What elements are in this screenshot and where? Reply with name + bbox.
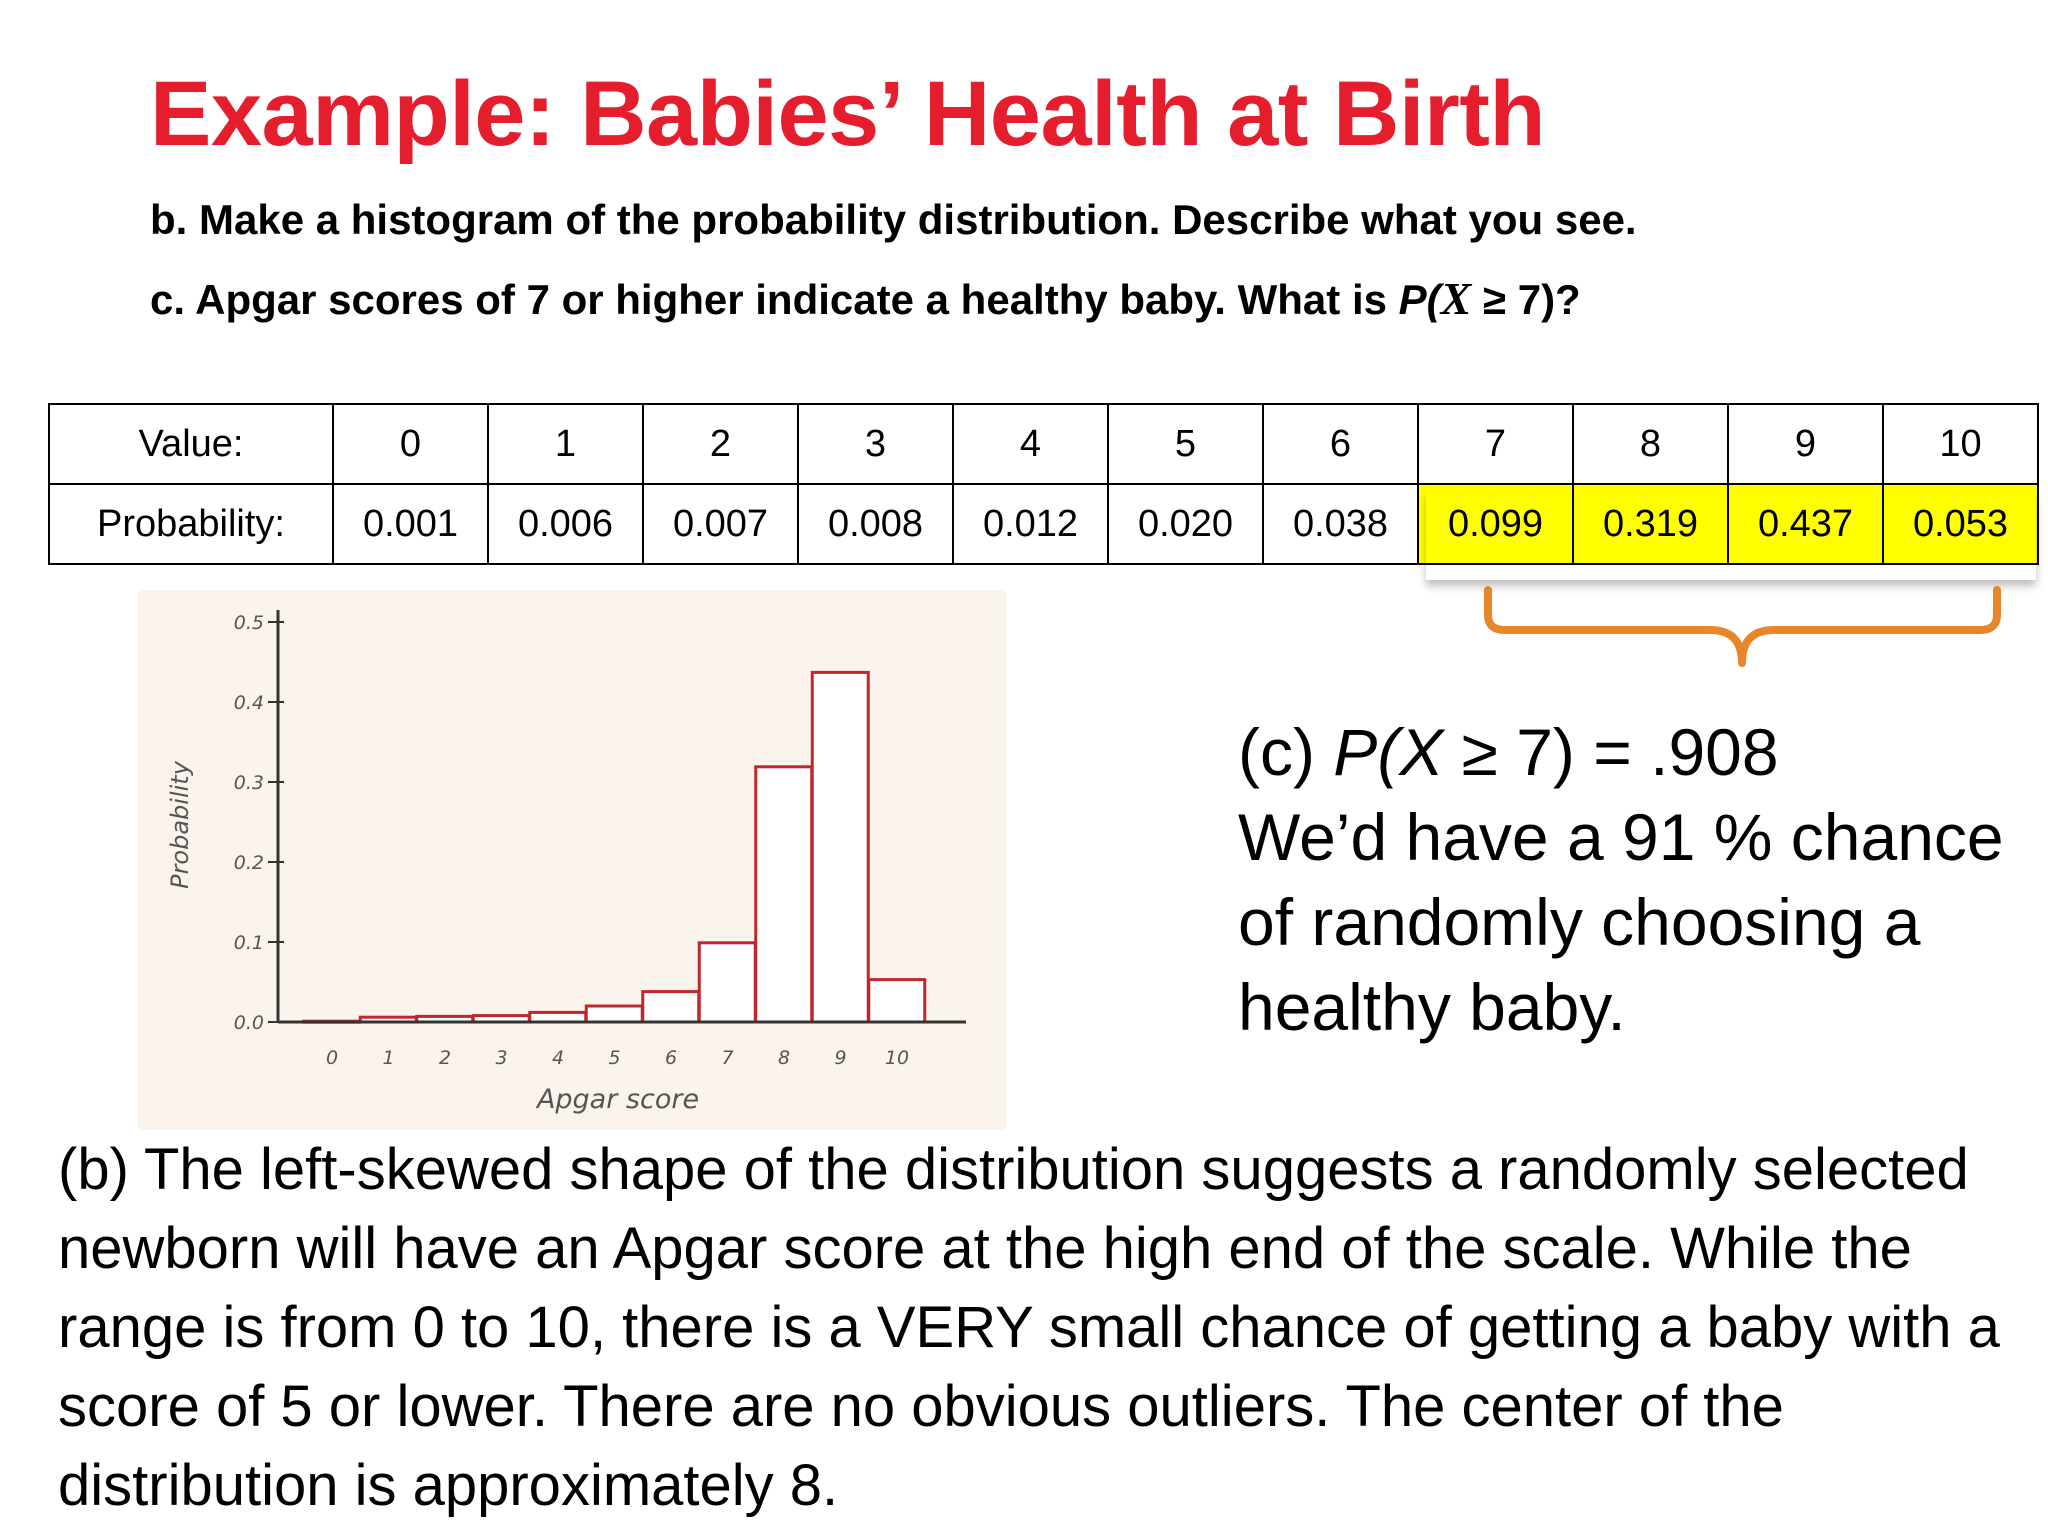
x-tick-label: 2 — [438, 1047, 452, 1069]
value-cell: 10 — [1883, 404, 2038, 484]
probability-table — [48, 403, 2039, 565]
histogram-svg — [138, 590, 1006, 1130]
y-tick-label: 0.2 — [233, 852, 264, 874]
probability-cell-highlighted: 0.319 — [1573, 484, 1728, 564]
x-tick-label: 10 — [884, 1047, 910, 1069]
value-cell: 1 — [488, 404, 643, 484]
value-row — [49, 404, 2038, 484]
value-cell: 4 — [953, 404, 1108, 484]
answer-c-text: We’d have a 91 % chance of randomly choosing a healthy baby. — [1238, 800, 2004, 1044]
answer-c — [1238, 710, 2028, 1050]
answer-c-math-rest: ≥ 7) = .908 — [1443, 715, 1779, 789]
brace-path — [1488, 590, 1997, 663]
histogram-bar — [756, 767, 812, 1022]
value-cell: 7 — [1418, 404, 1573, 484]
histogram — [138, 590, 1006, 1130]
probability-cell: 0.020 — [1108, 484, 1263, 564]
question-c-rest: ≥ 7)? — [1471, 276, 1581, 323]
value-cell: 3 — [798, 404, 953, 484]
probability-cell: 0.001 — [333, 484, 488, 564]
slide-title: Example: Babies’ Health at Birth — [150, 63, 1546, 165]
probability-cell: 0.038 — [1263, 484, 1418, 564]
x-tick-label: 7 — [721, 1047, 734, 1069]
x-tick-label: 5 — [608, 1047, 621, 1069]
question-b: b. Make a histogram of the probability distribution. Describe what you see. — [150, 196, 1637, 243]
value-cell: 8 — [1573, 404, 1728, 484]
value-cell: 0 — [333, 404, 488, 484]
question-c-math-x: X — [1440, 273, 1472, 324]
probability-row-header: Probability: — [49, 484, 333, 564]
question-c-math-p: P( — [1398, 276, 1441, 323]
question-c-prefix: c. Apgar scores of 7 or higher indicate a healthy baby. What is — [150, 276, 1399, 323]
answer-c-label: (c) — [1238, 715, 1334, 789]
x-tick-label: 0 — [325, 1047, 339, 1069]
probability-cell-highlighted: 0.437 — [1728, 484, 1883, 564]
value-cell: 6 — [1263, 404, 1418, 484]
histogram-bar — [586, 1006, 642, 1022]
histogram-bar — [869, 980, 925, 1022]
question-c-math — [1398, 273, 1472, 324]
histogram-bar — [812, 672, 868, 1022]
y-tick-label: 0.5 — [233, 612, 264, 634]
curly-brace — [1480, 585, 2010, 685]
value-row-header: Value: — [49, 404, 333, 484]
answer-c-math-x: X — [1399, 715, 1444, 789]
y-axis-label: Probability — [166, 761, 194, 889]
x-tick-label: 6 — [664, 1047, 678, 1069]
probability-row — [49, 484, 2038, 564]
answer-b: (b) The left-skewed shape of the distribution suggests a randomly selected newborn will have an Apgar score at the high end of the scale. While the range is from 0 to 10, there is a VERY small chance of getting a baby with a score of 5 or lower. There are no obvious outliers. The center of the distribution is approximately 8. — [58, 1137, 2000, 1518]
answer-c-math-p: P( — [1333, 715, 1400, 789]
question-c — [150, 272, 1581, 325]
x-tick-label: 8 — [777, 1047, 791, 1069]
x-tick-label: 9 — [834, 1047, 847, 1069]
value-cell: 9 — [1728, 404, 1883, 484]
probability-cell: 0.008 — [798, 484, 953, 564]
probability-cell-highlighted: 0.053 — [1883, 484, 2038, 564]
histogram-bar — [699, 943, 755, 1022]
probability-cell: 0.007 — [643, 484, 798, 564]
y-tick-label: 0.1 — [233, 932, 264, 954]
probability-cell: 0.012 — [953, 484, 1108, 564]
x-tick-label: 1 — [382, 1047, 395, 1069]
probability-cell: 0.006 — [488, 484, 643, 564]
y-tick-label: 0.4 — [233, 692, 264, 714]
x-tick-label: 4 — [551, 1047, 565, 1069]
histogram-bar — [643, 992, 699, 1022]
value-cell: 5 — [1108, 404, 1263, 484]
y-tick-label: 0.3 — [233, 772, 264, 794]
value-cell: 2 — [643, 404, 798, 484]
probability-cell-highlighted: 0.099 — [1418, 484, 1573, 564]
y-tick-label: 0.0 — [233, 1012, 264, 1034]
x-axis-label: Apgar score — [536, 1084, 700, 1115]
x-tick-label: 3 — [495, 1047, 508, 1069]
